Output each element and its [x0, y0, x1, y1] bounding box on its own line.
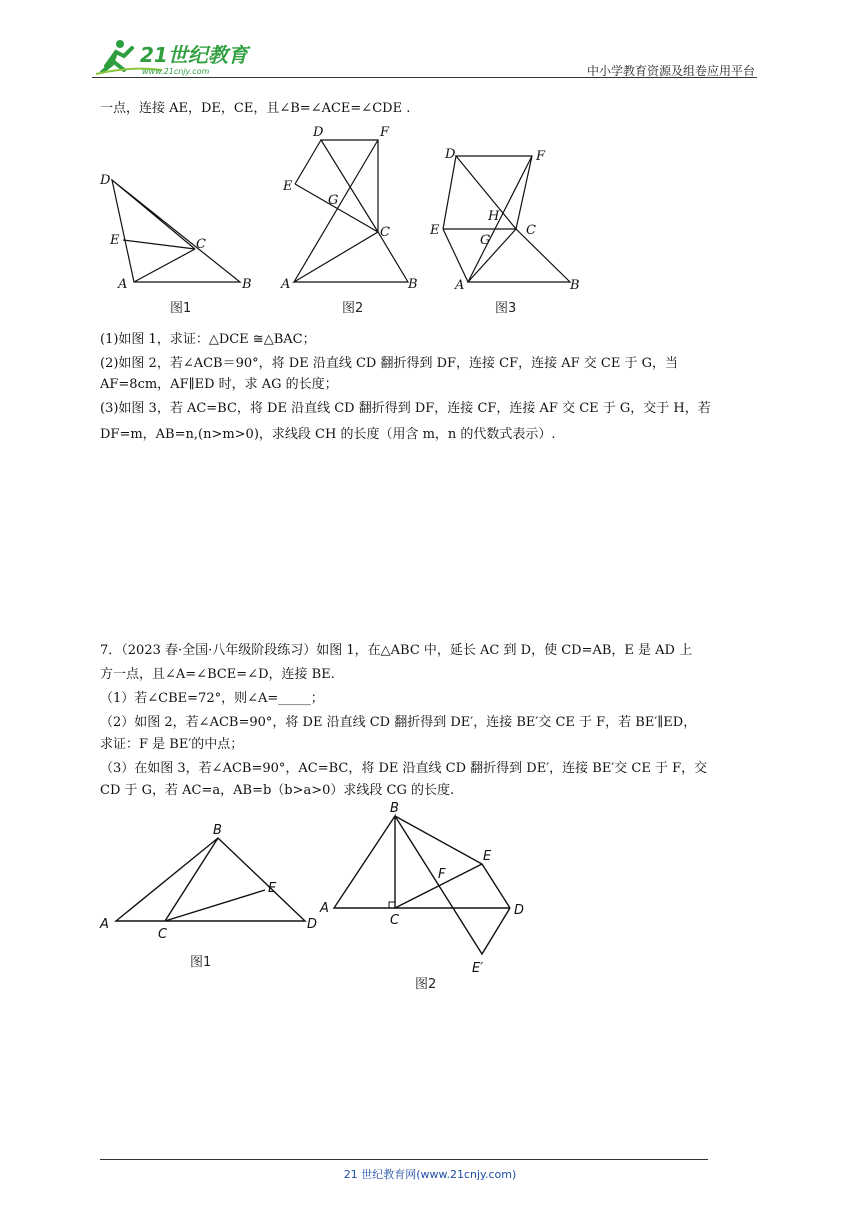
p7-q3-line1: （3）在如图 3，若∠ACB=90°，AC=BC，将 DE 沿直线 CD 翻折得到 DE′，连接 BE′交 CE 于 F，交: [100, 761, 708, 776]
fig1-label-C: C: [196, 237, 206, 252]
p6-q2-line1: (2)如图 2，若∠ACB＝90°，将 DE 沿直线 CD 翻折得到 DF，连接 CF，连接 AF 交 CE 于 G，当: [100, 356, 679, 371]
fig2-label-D: D: [313, 125, 324, 140]
p7-fig1-label-E: E: [268, 881, 277, 896]
p7-fig2-label-B: B: [390, 801, 399, 816]
footer-divider: [100, 1159, 708, 1160]
fig2-label-B: B: [408, 277, 418, 292]
fig2-label-A: A: [281, 277, 291, 292]
fig3-label-H: H: [488, 209, 500, 224]
fig3-label-G: G: [480, 233, 491, 248]
p7-q2-line1: （2）如图 2，若∠ACB=90°，将 DE 沿直线 CD 翻折得到 DE′，连接 BE′交 CE 于 F，若 BE′∥ED，: [100, 715, 697, 730]
p7-figures: [90, 796, 540, 996]
fig2-label-C: C: [380, 225, 390, 240]
p7-fig1-label-A: A: [100, 917, 109, 932]
fig3-label-F: F: [536, 149, 546, 164]
p7-fig2-label-F: F: [438, 867, 446, 882]
footer-site-link[interactable]: 21 世纪教育网(www.21cnjy.com): [343, 1168, 517, 1181]
p7-fig2-label-E: E: [483, 849, 492, 864]
fig2-label-E: E: [283, 179, 293, 194]
p6-figures: [90, 122, 610, 320]
header-platform-text: 中小学教育资源及组卷应用平台: [586, 64, 755, 78]
fig2-caption: 图2: [342, 301, 364, 316]
site-logo: [92, 36, 262, 80]
p7-q3-line2: CD 于 G，若 AC=a，AB=b（b>a>0）求线段 CG 的长度.: [100, 783, 455, 798]
p7-line1: 7．（2023 春·全国·八年级阶段练习）如图 1，在△ABC 中，延长 AC 到 D，使 CD=AB，E 是 AD 上: [100, 643, 693, 658]
fig3-label-E: E: [430, 223, 440, 238]
p7-fig2-label-A: A: [320, 901, 329, 916]
fig3-label-B: B: [570, 278, 580, 293]
p7-q2-line2: 求证：F 是 BE′的中点；: [100, 737, 244, 752]
logo-url: www.21cnjy.com: [142, 67, 210, 76]
p7-fig2-label-C: C: [390, 913, 400, 928]
fig3-label-C: C: [526, 223, 536, 238]
p7-figure-1: [116, 838, 305, 921]
p6-figure-2: [294, 140, 408, 282]
fig3-caption: 图3: [495, 301, 517, 316]
fig3-label-D: D: [445, 147, 456, 162]
fig3-label-A: A: [455, 278, 465, 293]
p6-intro: 一点，连接 AE，DE，CE，且∠B=∠ACE=∠CDE .: [100, 101, 411, 116]
fig2-label-G: G: [328, 193, 339, 208]
p6-q1: (1)如图 1，求证：△DCE ≅△BAC；: [100, 332, 316, 347]
fig1-label-B: B: [242, 277, 252, 292]
p7-fig1-label-C: C: [158, 927, 168, 942]
p7-fig1-label-D: D: [307, 917, 318, 932]
p7-line2: 方一点，且∠A=∠BCE=∠D，连接 BE.: [100, 667, 335, 682]
fig1-caption: 图1: [170, 301, 192, 316]
p7-figure-2: [334, 816, 510, 954]
p6-figure-1: [112, 180, 240, 282]
p6-q3-line1: (3)如图 3，若 AC=BC，将 DE 沿直线 CD 翻折得到 DF，连接 CF，连接 AF 交 CE 于 G，交于 H，若: [100, 401, 711, 416]
p7-fig1-caption: 图1: [190, 955, 212, 970]
p7-q1: （1）若∠CBE=72°，则∠A=_____；: [100, 691, 324, 706]
logo-title: 21世纪教育: [140, 43, 248, 67]
p7-fig2-caption: 图2: [415, 977, 437, 992]
p6-figure-3: [443, 156, 570, 282]
p6-q3-line2: DF=m，AB=n,(n>m>0)，求线段 CH 的长度（用含 m，n 的代数式表示）.: [100, 427, 556, 442]
header-divider: [92, 77, 757, 78]
fig1-label-D: D: [100, 173, 111, 188]
p6-q2-line2: AF=8cm，AF∥ED 时，求 AG 的长度；: [100, 377, 338, 392]
fig1-label-E: E: [110, 233, 120, 248]
p7-fig1-label-B: B: [213, 823, 222, 838]
fig2-label-F: F: [380, 125, 390, 140]
p7-fig2-label-D: D: [514, 903, 525, 918]
fig1-label-A: A: [118, 277, 128, 292]
p7-fig2-label-E-prime: E′: [472, 961, 484, 976]
